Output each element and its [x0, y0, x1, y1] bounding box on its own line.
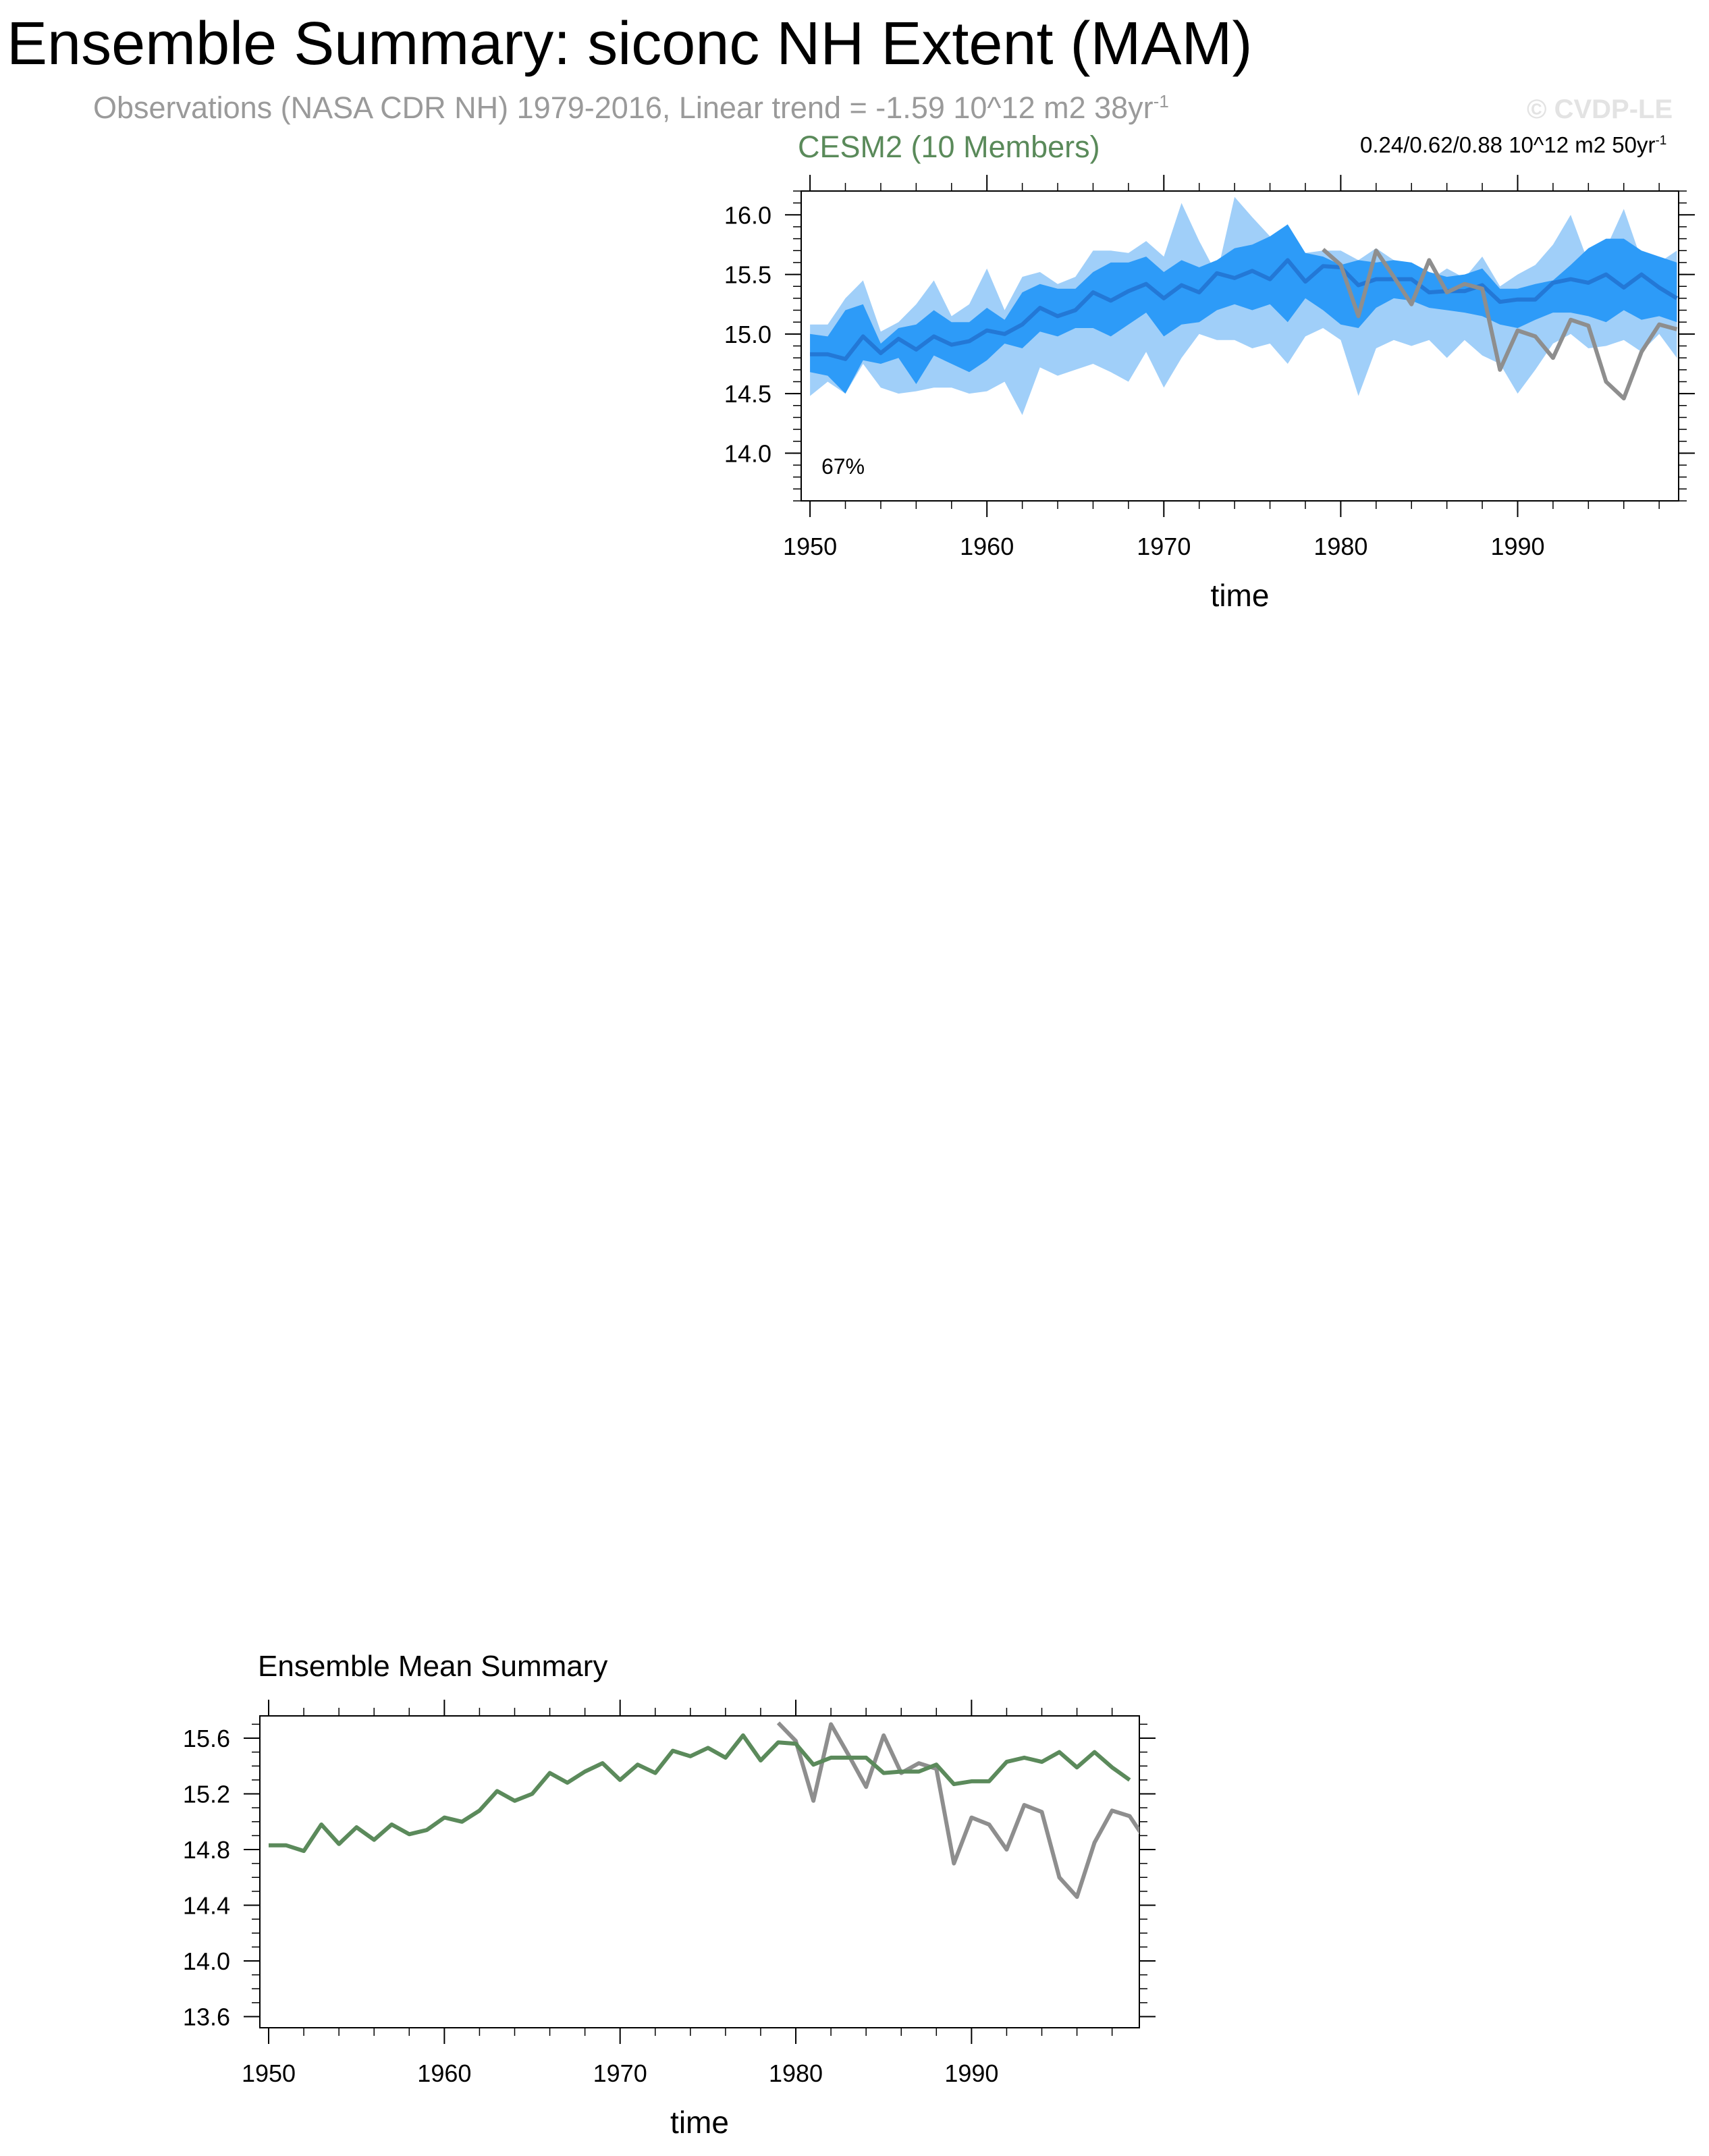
subtitle-text: Observations (NASA CDR NH) 1979-2016, Linear trend = -1.59 10^12 m2 38yr [93, 90, 1154, 125]
x-axis-label: time [670, 2105, 729, 2140]
y-tick-label: 14.5 [724, 380, 771, 408]
watermark: © CVDP-LE [1527, 95, 1673, 124]
panel1-series [810, 197, 1677, 415]
panel1-axes [724, 175, 1695, 613]
x-tick-label: 1950 [783, 533, 838, 560]
panel2-title: Ensemble Mean Summary [258, 1650, 608, 1683]
subtitle-superscript: -1 [1153, 91, 1169, 111]
x-axis-label: time [1210, 578, 1270, 613]
observations-line [778, 1723, 1147, 1897]
y-tick-label: 15.0 [724, 320, 771, 348]
x-tick-label: 1980 [768, 2059, 823, 2087]
x-tick-label: 1950 [241, 2059, 296, 2087]
panel1-title: CESM2 (10 Members) [798, 130, 1100, 164]
percent-annotation: 67% [821, 454, 865, 479]
y-tick-label: 16.0 [724, 201, 771, 230]
y-tick-label: 15.5 [724, 261, 771, 289]
x-tick-label: 1990 [1490, 533, 1545, 560]
y-tick-label: 14.4 [182, 1891, 230, 1920]
x-tick-label: 1980 [1313, 533, 1368, 560]
x-tick-label: 1970 [593, 2059, 647, 2087]
x-tick-label: 1960 [417, 2059, 472, 2087]
x-tick-label: 1970 [1137, 533, 1191, 560]
x-tick-label: 1960 [960, 533, 1014, 560]
ensemble-mean-line [269, 1735, 1130, 1851]
panel2-axes [183, 1700, 1156, 2140]
page-title: Ensemble Summary: siconc NH Extent (MAM) [7, 10, 1253, 78]
y-tick-label: 14.8 [182, 1836, 230, 1864]
trend-label-superscript: -1 [1655, 134, 1667, 148]
panel2-series [269, 1723, 1147, 1897]
y-tick-label: 14.0 [182, 1947, 230, 1975]
x-tick-label: 1990 [944, 2059, 999, 2087]
y-tick-label: 14.0 [724, 439, 771, 468]
y-tick-label: 15.2 [182, 1780, 230, 1808]
y-tick-label: 15.6 [182, 1725, 230, 1752]
trend-label-text: 0.24/0.62/0.88 10^12 m2 50yr [1360, 132, 1656, 157]
y-tick-label: 13.6 [182, 2003, 230, 2031]
